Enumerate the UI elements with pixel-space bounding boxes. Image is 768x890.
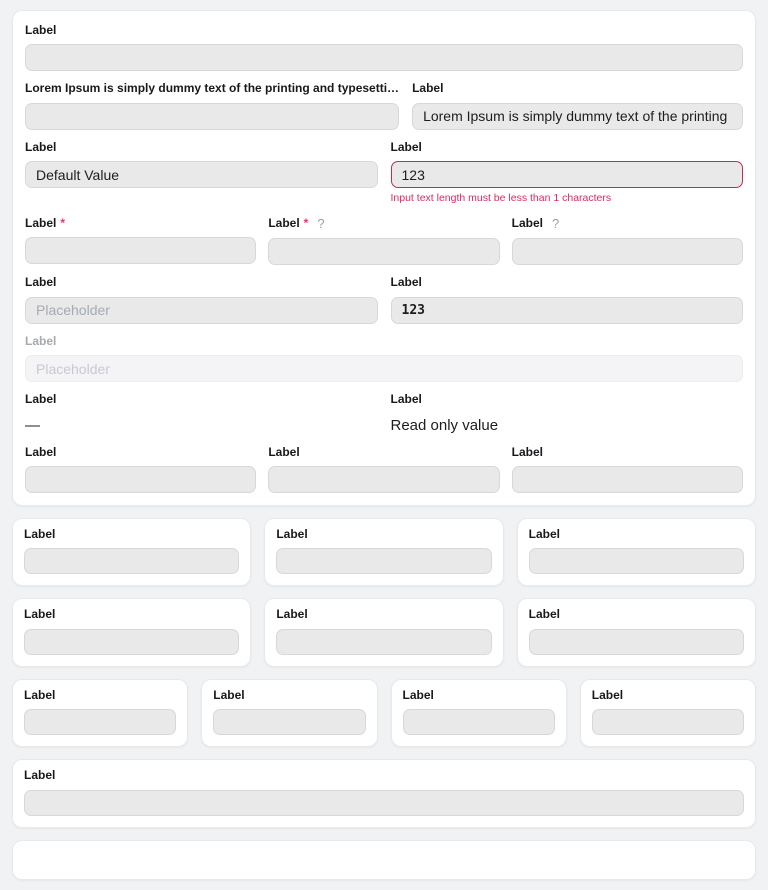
text-input[interactable] bbox=[25, 161, 378, 188]
text-input[interactable] bbox=[24, 709, 176, 735]
text-input[interactable] bbox=[403, 709, 555, 735]
card-row bbox=[12, 598, 756, 666]
field-label-text: Lorem Ipsum is simply dummy text of the printing and typesetti… bbox=[25, 81, 400, 96]
card-row bbox=[12, 518, 756, 586]
field-label bbox=[25, 140, 378, 154]
field-label-text: Label bbox=[24, 607, 56, 622]
required-asterisk: * bbox=[303, 216, 309, 231]
field-label bbox=[391, 392, 744, 406]
field-label bbox=[391, 275, 744, 289]
validation-error-message: Input text length must be less than 1 characters bbox=[390, 192, 612, 205]
partial-card bbox=[12, 840, 756, 880]
field-label bbox=[276, 607, 491, 621]
text-input[interactable] bbox=[25, 466, 256, 493]
text-input[interactable] bbox=[512, 466, 743, 493]
text-input[interactable] bbox=[268, 466, 499, 493]
field-with-error bbox=[391, 140, 744, 206]
text-input[interactable] bbox=[24, 629, 239, 655]
field-label bbox=[25, 216, 256, 230]
field-label bbox=[403, 688, 555, 702]
field-text bbox=[25, 445, 256, 493]
field-label bbox=[268, 216, 499, 232]
text-input[interactable] bbox=[25, 44, 743, 71]
field-text bbox=[512, 445, 743, 493]
field-label bbox=[529, 527, 744, 541]
disabled-input bbox=[25, 355, 743, 382]
field-label bbox=[24, 527, 239, 541]
field-label-text: Label bbox=[390, 392, 422, 407]
field-card bbox=[12, 518, 251, 586]
field-label-text: Label bbox=[528, 526, 560, 541]
field-card bbox=[517, 518, 756, 586]
text-input[interactable] bbox=[529, 629, 744, 655]
readonly-value: — bbox=[25, 416, 40, 434]
field-label-text: Label bbox=[213, 687, 245, 702]
field-label bbox=[276, 527, 491, 541]
field-label bbox=[213, 688, 365, 702]
text-input[interactable] bbox=[276, 548, 491, 574]
field-text bbox=[25, 23, 743, 71]
field-placeholder bbox=[25, 275, 378, 323]
field-label-text: Label bbox=[591, 687, 624, 702]
field-label bbox=[529, 607, 744, 621]
text-input[interactable] bbox=[25, 237, 256, 264]
field-label bbox=[25, 392, 378, 406]
field-label-text: Label bbox=[25, 215, 57, 230]
field-label bbox=[24, 607, 239, 621]
field-label-text: Label bbox=[24, 526, 56, 541]
field-label-text: Label bbox=[276, 526, 308, 541]
field-default-value bbox=[25, 140, 378, 206]
text-input[interactable] bbox=[24, 548, 239, 574]
field-label-text: Label bbox=[268, 444, 300, 459]
field-text bbox=[268, 445, 499, 493]
text-input[interactable] bbox=[25, 103, 399, 130]
field-card-full-width bbox=[12, 759, 756, 827]
field-long-value bbox=[412, 81, 743, 129]
required-asterisk: * bbox=[60, 215, 66, 230]
text-input[interactable] bbox=[25, 297, 378, 324]
field-label bbox=[268, 445, 499, 459]
help-icon[interactable]: ? bbox=[317, 215, 325, 231]
text-input[interactable] bbox=[529, 548, 744, 574]
field-card bbox=[12, 598, 251, 666]
field-card bbox=[264, 598, 503, 666]
field-label-text: Label bbox=[390, 275, 422, 290]
field-required bbox=[25, 216, 256, 266]
text-input[interactable] bbox=[592, 709, 744, 735]
field-label-text: Label bbox=[25, 333, 57, 348]
field-card bbox=[580, 679, 756, 747]
field-label bbox=[25, 23, 743, 37]
field-label-text: Label bbox=[276, 607, 308, 622]
field-label-text: Label bbox=[25, 23, 57, 37]
main-form-card bbox=[12, 10, 756, 506]
field-card bbox=[391, 679, 567, 747]
text-input[interactable] bbox=[512, 238, 743, 265]
field-label-text: Label bbox=[402, 687, 434, 702]
field-label bbox=[24, 688, 176, 702]
field-long-label bbox=[25, 81, 399, 129]
text-input[interactable] bbox=[276, 629, 491, 655]
field-readonly-dash bbox=[25, 392, 378, 434]
field-label-text: Label bbox=[24, 768, 56, 783]
field-card bbox=[517, 598, 756, 666]
number-input[interactable] bbox=[391, 297, 744, 324]
field-label-text: Label bbox=[25, 444, 57, 459]
readonly-value: Read only value bbox=[390, 416, 499, 434]
field-label bbox=[512, 216, 743, 232]
field-number bbox=[391, 275, 744, 323]
card-row bbox=[12, 679, 756, 747]
field-label-text: Label bbox=[511, 444, 543, 459]
field-label-text: Label bbox=[412, 81, 444, 96]
text-input[interactable] bbox=[412, 103, 743, 130]
field-card bbox=[264, 518, 503, 586]
field-label bbox=[25, 445, 256, 459]
field-readonly-text bbox=[391, 392, 744, 434]
help-icon[interactable]: ? bbox=[552, 215, 560, 231]
field-help bbox=[512, 216, 743, 266]
field-label-text: Label bbox=[25, 275, 57, 290]
field-card bbox=[201, 679, 377, 747]
text-input-error[interactable] bbox=[391, 161, 744, 188]
field-label bbox=[25, 275, 378, 289]
field-label bbox=[25, 81, 399, 95]
field-label bbox=[24, 768, 744, 782]
field-label-text: Label bbox=[390, 139, 422, 154]
field-label bbox=[391, 140, 744, 154]
field-label-text: Label bbox=[24, 687, 56, 702]
field-label-text: Label bbox=[25, 139, 57, 154]
field-required-help bbox=[268, 216, 499, 266]
field-disabled bbox=[25, 334, 743, 382]
field-label bbox=[25, 334, 743, 348]
text-input[interactable] bbox=[213, 709, 365, 735]
text-input[interactable] bbox=[268, 238, 499, 265]
text-input[interactable] bbox=[24, 790, 744, 816]
field-label bbox=[512, 445, 743, 459]
field-label bbox=[412, 81, 743, 95]
field-label-text: Label bbox=[511, 216, 543, 231]
field-card bbox=[12, 679, 188, 747]
field-label bbox=[592, 688, 744, 702]
field-label-text: Label bbox=[528, 607, 560, 622]
field-label-text: Label bbox=[25, 392, 57, 407]
field-label-text: Label bbox=[268, 216, 300, 231]
